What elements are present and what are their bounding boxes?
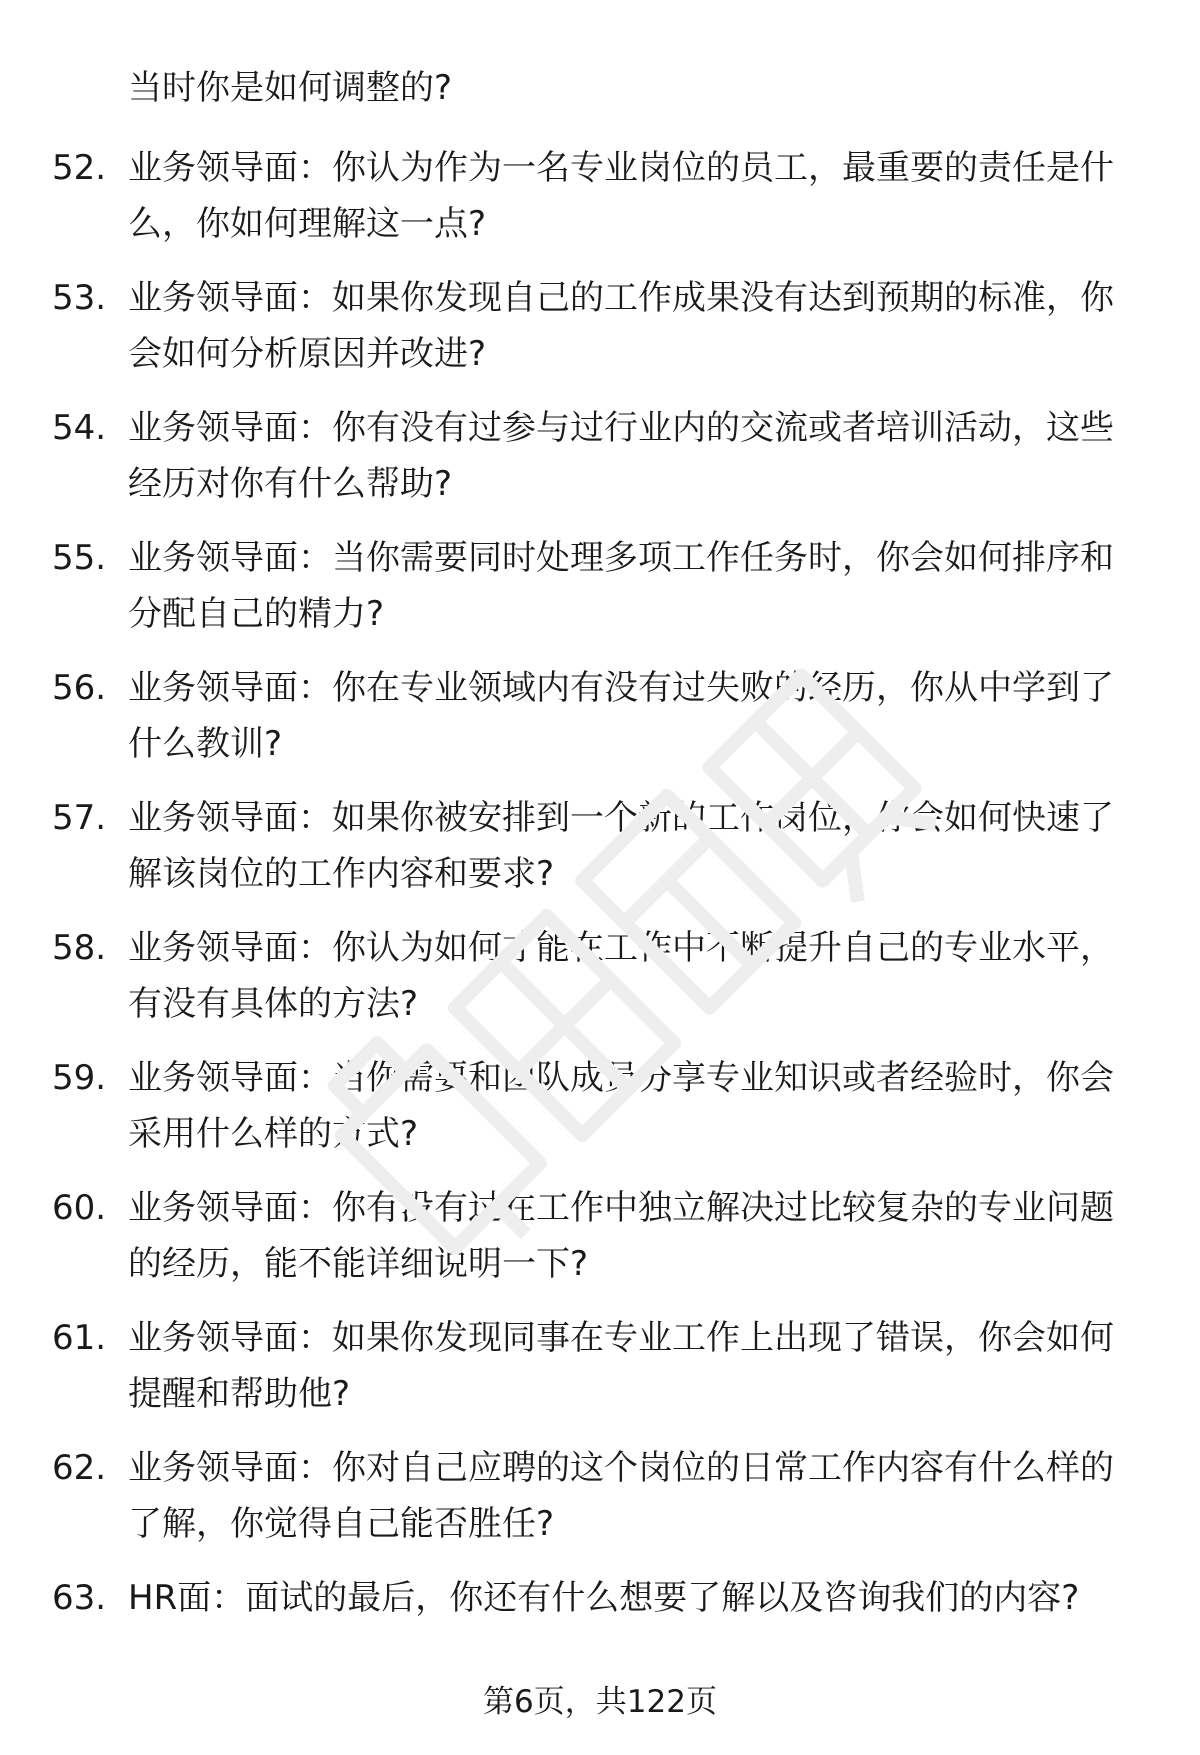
- question-text: 业务领导面：当你需要和团队成员分享专业知识或者经验时，你会采用什么样的方式?: [128, 1058, 1114, 1154]
- question-item: [0, 660, 1200, 800]
- question-text: 业务领导面：如果你发现自己的工作成果没有达到预期的标准，你会如何分析原因并改进?: [128, 278, 1114, 374]
- question-number: 52.: [52, 148, 107, 188]
- question-text: 业务领导面：如果你发现同事在专业工作上出现了错误，你会如何提醒和帮助他?: [128, 1318, 1114, 1414]
- question-number: 60.: [52, 1188, 107, 1228]
- question-number: 53.: [52, 278, 107, 318]
- question-item: [0, 530, 1200, 670]
- question-item: [0, 1440, 1200, 1580]
- question-item: [0, 400, 1200, 540]
- page-footer: 第6页，共122页: [483, 1684, 717, 1720]
- question-number: 54.: [52, 408, 107, 448]
- question-text: 业务领导面：当你需要同时处理多项工作任务时，你会如何排序和分配自己的精力?: [128, 538, 1114, 634]
- question-text: 业务领导面：你认为作为一名专业岗位的员工，最重要的责任是什么，你如何理解这一点?: [128, 148, 1114, 244]
- question-text: HR面：面试的最后，你还有什么想要了解以及咨询我们的内容?: [128, 1578, 1080, 1618]
- question-item: [0, 1050, 1200, 1190]
- question-number: 58.: [52, 928, 107, 968]
- question-number: 63.: [52, 1578, 107, 1618]
- question-item: [0, 270, 1200, 410]
- question-item: [0, 1310, 1200, 1450]
- question-text: 业务领导面：你认为如何才能在工作中不断提升自己的专业水平，有没有具体的方法?: [128, 928, 1114, 1024]
- question-number: 57.: [52, 798, 107, 838]
- question-number: 62.: [52, 1448, 107, 1488]
- question-text: 业务领导面：你有没有过参与过行业内的交流或者培训活动，这些经历对你有什么帮助?: [128, 408, 1114, 504]
- question-text: 业务领导面：你对自己应聘的这个岗位的日常工作内容有什么样的了解，你觉得自己能否胜任?: [128, 1448, 1114, 1544]
- question-text: 业务领导面：如果你被安排到一个新的工作岗位，你会如何快速了解该岗位的工作内容和要求?: [128, 798, 1114, 894]
- question-item: [0, 1180, 1200, 1320]
- question-text: 业务领导面：你有没有过在工作中独立解决过比较复杂的专业问题的经历，能不能详细说明一下?: [128, 1188, 1114, 1284]
- question-item: [0, 140, 1200, 280]
- continued-question-text: 当时你是如何调整的?: [128, 68, 453, 108]
- question-number: 55.: [52, 538, 107, 578]
- question-text: 业务领导面：你在专业领域内有没有过失败的经历，你从中学到了什么教训?: [128, 668, 1114, 764]
- question-number: 56.: [52, 668, 107, 708]
- question-item: [0, 790, 1200, 930]
- question-item: [0, 920, 1200, 1060]
- question-number: 61.: [52, 1318, 107, 1358]
- question-number: 59.: [52, 1058, 107, 1098]
